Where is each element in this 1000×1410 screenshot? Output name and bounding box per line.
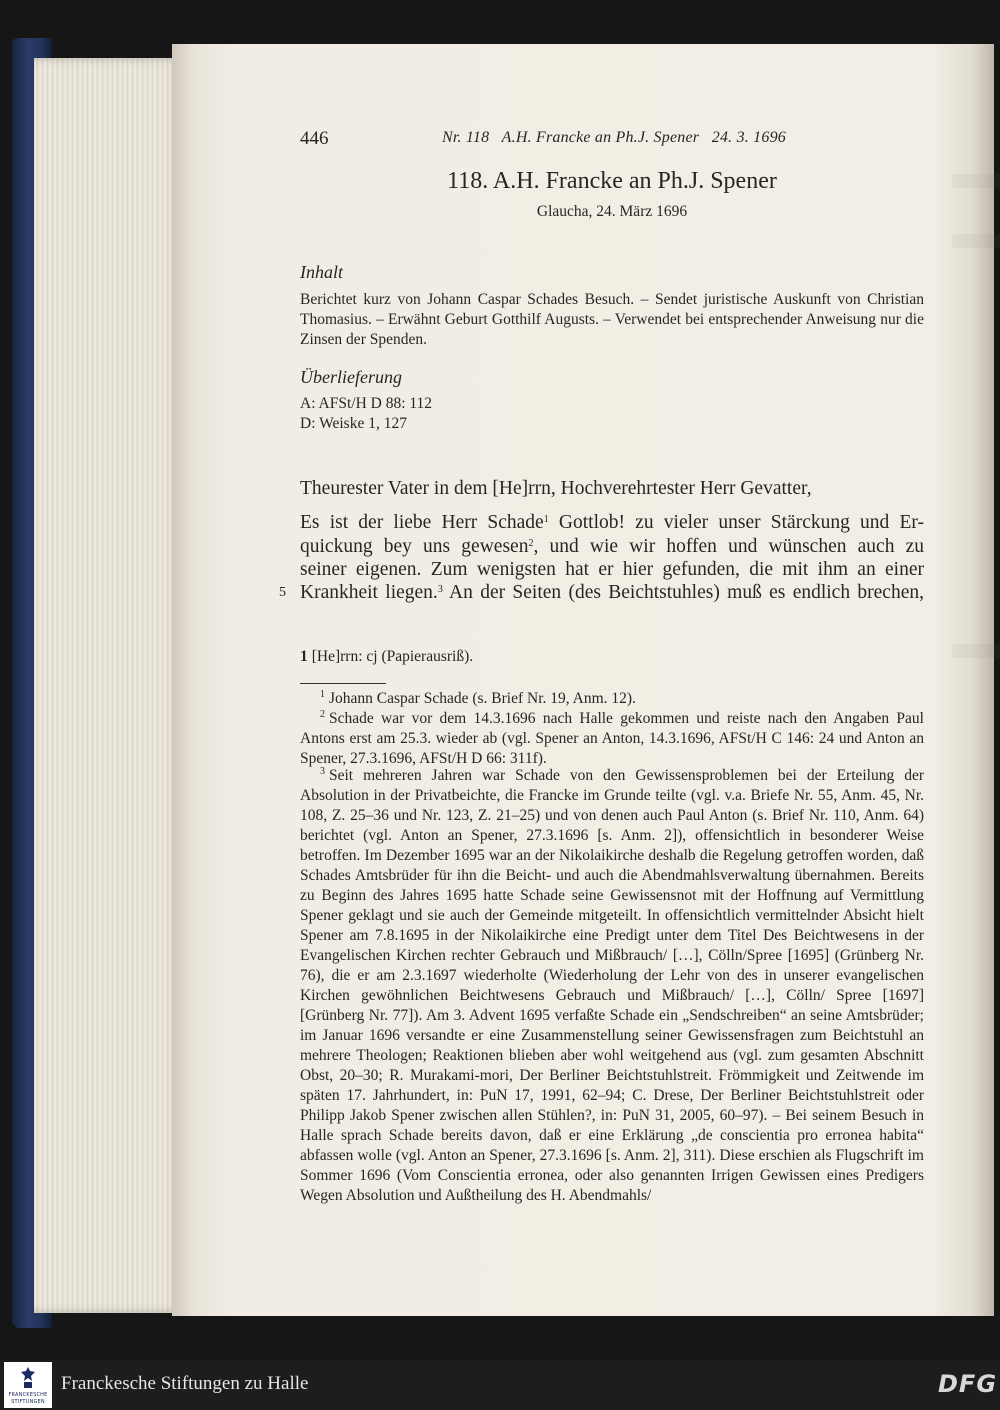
footnote-text: Johann Caspar Schade (s. Brief Nr. 19, Anm. 12). — [329, 690, 636, 707]
show-through — [952, 644, 1000, 658]
ueberlieferung-heading: Überlieferung — [300, 367, 402, 387]
letter-line-4 — [300, 582, 924, 604]
footnote-number: 3 — [320, 766, 325, 777]
letter-text: An der Seiten (des Beichtstuhles) muß es endlich brechen, — [442, 582, 924, 603]
logo-text: STIFTUNGEN — [11, 1399, 45, 1405]
eagle-icon — [20, 1367, 36, 1389]
footnote-text: Schade war vor dem 14.3.1696 nach Halle gekommen und reiste nach den Angaben Paul Antons erst am 25.3. wieder ab (vgl. Spener an Anton, 14.3.1696, AFSt/H C 146: 24 und Anton an Spener, 27.3.1696, AFSt/H D 66: 311f). — [300, 710, 924, 767]
ueberlieferung-line: D: Weiske 1, 127 — [300, 415, 407, 432]
letter-text: quickung bey uns gewesen — [300, 536, 529, 557]
inhalt-text: Berichtet kurz von Johann Caspar Schades Besuch. – Sendet juristische Auskunft von Christian Thomasius. – Erwähnt Geburt Gotthilf Augusts. – Verwendet bei entsprechender Anweisung nur die Zinsen der Spenden. — [300, 291, 924, 348]
footnote-ref[interactable]: 1 — [543, 514, 549, 525]
letter-title: 118. A.H. Francke an Ph.J. Spener — [447, 168, 777, 194]
footnote-text: Seit mehreren Jahren war Schade von den Gewissensproblemen bei der Erteilung der Absolution in der Privatbeichte, die Francke im Grunde teilte (vgl. v.a. Briefe Nr. 55, Anm. 45, Nr. 108, Z. 25–36 und Nr. 123, Z. 21–25) und von denen auch Paul Anton (s. Brief Nr. 110, Anm. 64) berichtet (vgl. Anton an Spener, 27.3.1696 [s. Anm. 2]), offensichtlich in besonderer Weise betroffen. Im Dezember 1695 war an der Nikolaikirche deshalb die Regelung getroffen worden, daß Schades Amtsbrüder für ihn die Beicht- und auch die Abendmahlsverwaltung übernahmen. Bereits zu Beginn des Jahres 1695 hatte Schade seine Gewissensnot mit der Hoffnung auf Vermittlung Spener geklagt und sie auch der Gemeinde mitgeteilt. In offensichtlich vermittelnder Absicht hielt Spener am 7.8.1695 in der Nikolaikirche eine Predigt unter dem Titel Des Beichtwesens in der Evangelischen Kirchen rechter Gebrauch und Mißbrauch/ […], Cölln/Spree [1695] (Grünberg Nr. 76), die er am 2.3.1697 wiederholte (Wiederholung der Lehr von des in unserer evangelischen Kirchen gewöhnlichen Beichtwesens Gebrauch und Mißbrauch/ […], Cölln/ Spree [1697] [Grünberg Nr. 77]). Am 3. Advent 1695 verfaßte Schade ein „Sendschreiben“ an seine Amtsbrüder; im Januar 1696 versandte er eine Zusammenstellung seiner Gewissensfragen zum Beichtstuhl an mehrere Theologen; Reaktionen blieben aber wohl weitgehend aus (vgl. zum gesamten Abschnitt Obst, 20–30; R. Murakami-mori, Der Berliner Beichtstuhlstreit. Frömmigkeit und Zeitwende im späten 17. Jahrhundert, in: PuN 17, 1991, 62–94; C. Drese, Der Berliner Beichtstuhlstreit oder Philipp Jakob Spener zwischen allen Stühlen?, in: PuN 31, 2005, 60–97). – Bei seinem Besuch in Halle sprach Schade bereits davon, daß er eine Erklärung „de conscientia pro erronea habita“ abfassen wolle (vgl. Anton an Spener, 27.3.1696 [s. Anm. 2], 311). Diese erschien als Flugschrift im Sommer 1696 (Vom Conscientia erronea, oder also genannten Irrigen Gewissen eines Predigers Wegen Absolution und Außtheilung des H. Abendmahls/ — [300, 767, 924, 1204]
page-edges — [34, 58, 182, 1313]
dfg-logo[interactable]: DFG — [938, 1370, 998, 1398]
letter-line-3: seiner eigenen. Zum wenigsten hat er hier gefunden, die mit ihm an einer — [300, 559, 924, 580]
place-date: Glaucha, 24. März 1696 — [536, 203, 688, 220]
running-head: Nr. 118 A.H. Francke an Ph.J. Spener 24. 3. 1696 — [442, 129, 786, 146]
institution-name[interactable]: Franckesche Stiftungen zu Halle — [61, 1373, 309, 1394]
footer-bar — [0, 1360, 1000, 1410]
letter-line-1 — [300, 512, 924, 534]
footnote-ref[interactable]: 2 — [528, 538, 534, 549]
inhalt-heading: Inhalt — [300, 262, 343, 282]
show-through — [952, 174, 1000, 188]
letter-line-2 — [300, 536, 924, 558]
footnote — [300, 766, 924, 1206]
page-number: 446 — [300, 128, 329, 149]
footnote-rule — [300, 683, 386, 684]
show-through — [952, 234, 1000, 248]
salutation: Theurester Vater in dem [He]rrn, Hochverehrtester Herr Gevatter, — [300, 478, 812, 499]
critical-apparatus — [300, 648, 473, 666]
footnote-ref[interactable]: 3 — [437, 584, 443, 595]
footnote-number: 1 — [320, 689, 325, 700]
apparatus-text: [He]rrn: cj (Papierausriß). — [311, 648, 474, 665]
apparatus-number: 1 — [300, 648, 308, 665]
line-number: 5 — [279, 585, 286, 600]
letter-text: Gottlob! zu vieler unser Stärckung und Er- — [548, 512, 924, 533]
letter-text: , und wie wir hoffen und wünschen auch zu — [533, 536, 925, 557]
letter-text: Es ist der liebe Herr Schade — [300, 512, 544, 533]
footnote — [300, 689, 924, 709]
ueberlieferung-line: A: AFSt/H D 88: 112 — [300, 395, 433, 412]
letter-text: Krankheit liegen. — [300, 582, 438, 603]
footnote-number: 2 — [320, 709, 325, 720]
logo-text: FRANCKESCHE — [8, 1392, 48, 1398]
institution-logo[interactable] — [4, 1362, 52, 1408]
footnote — [300, 709, 924, 769]
